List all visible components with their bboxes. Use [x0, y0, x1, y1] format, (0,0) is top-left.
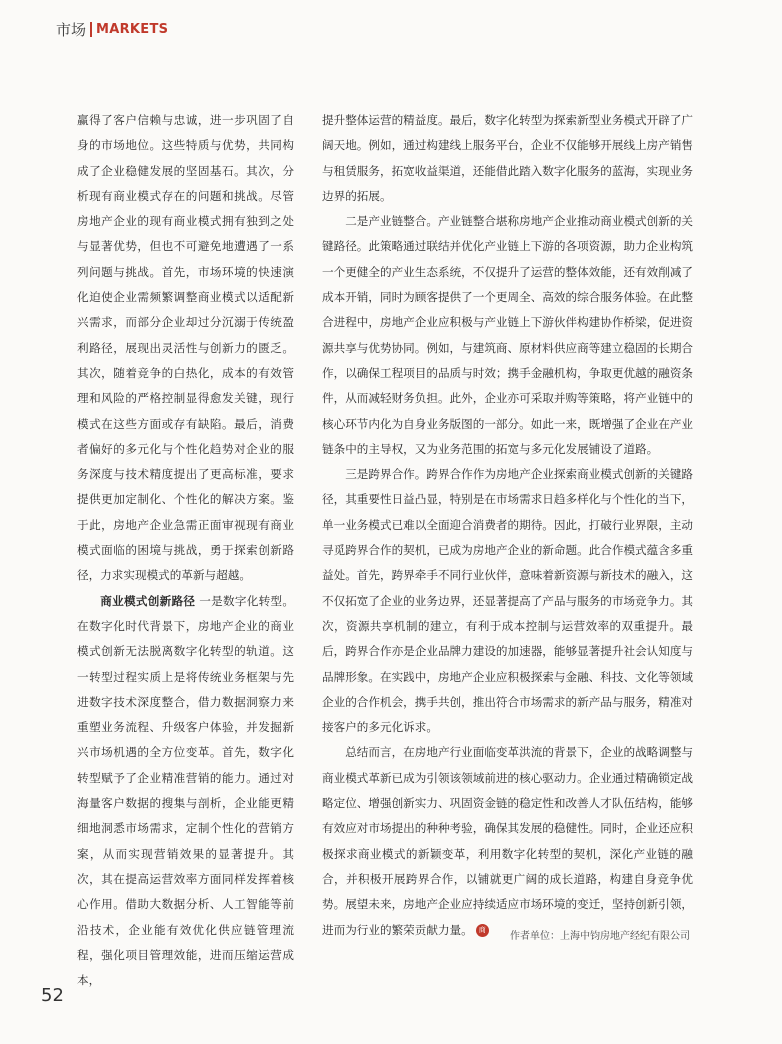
right-paragraph-2: 二是产业链整合。产业链整合堪称房地产企业推动商业模式创新的关键路径。此策略通过联结并优化产业链上下游的各项资源，助力企业构筑一个更健全的产业生态系统，不仅提升了运营的整体效能，还有效削减了成本开销，同时为顾客提供了一个更周全、高效的综合服务体验。在此整合进程中，房地产企业应积极与产业链上下游伙伴构建协作桥梁，促进资源共享与优势协同。例如，与建筑商、原材料供应商等建立稳固的长期合作，以确保工程项目的品质与时效；携手金融机构，争取更优越的融资条件，从而减轻财务负担。此外，企业亦可采取并购等策略，将产业链中的核心环节内化为自身业务版图的一部分。如此一来，既增强了企业在产业链条中的主导权，又为业务范围的拓宽与多元化发展铺设了道路。	[322, 214, 694, 456]
section-heading: 商业模式创新路径	[100, 593, 196, 608]
right-paragraph-1: 提升整体运营的精益度。最后，数字化转型为探索新型业务模式开辟了广阔天地。例如，通过构建线上服务平台，企业不仅能够开展线上房产销售与租赁服务，拓宽收益渠道，还能借此踏入数字化服务的蓝海，实现业务边界的拓展。	[322, 113, 694, 203]
section-title-en: MARKETS	[96, 22, 169, 37]
section-header	[56, 19, 168, 40]
right-paragraph-4	[322, 740, 693, 942]
left-paragraph-2-body: 一是数字化转型。在数字化时代背景下，房地产企业的商业模式创新无法脱离数字化转型的轨道。这一转型过程实质上是将传统业务框架与先进数字技术深度整合，借力数据洞察力来重塑业务流程、升级客户体验，并发掘新兴市场机遇的全方位变革。首先，数字化转型赋予了企业精准营销的能力。通过对海量客户数据的搜集与剖析，企业能更精细地洞悉市场需求，定制个性化的营销方案，从而实现营销效果的显著提升。其次，其在提高运营效率方面同样发挥着核心作用。借助大数据分析、人工智能等前沿技术，企业能有效优化供应链管理流程，强化项目管理效能，进而压缩运营成本，	[77, 593, 294, 988]
section-title-zh: 市场	[56, 21, 87, 39]
left-paragraph-2	[77, 589, 294, 994]
right-column	[322, 108, 693, 943]
left-paragraph-1: 赢得了客户信赖与忠诚，进一步巩固了自身的市场地位。这些特质与优势，共同构成了企业稳健发展的坚固基石。其次，分析现有商业模式存在的问题和挑战。尽管房地产企业的现有商业模式拥有独到之处与显著优势，但也不可避免地遭遇了一系列问题与挑战。首先，市场环境的快速演化迫使企业需频繁调整商业模式以适配新兴需求，而部分企业却过分沉溺于传统盈利路径，展现出灵活性与创新力的匮乏。其次，随着竞争的白热化，成本的有效管理和风险的严格控制显得愈发关键，现行模式在这些方面或存有缺陷。最后，消费者偏好的多元化与个性化趋势对企业的服务深度与技术精度提出了更高标准，要求提供更加定制化、个性化的解决方案。鉴于此，房地产企业急需正面审视现有商业模式面临的困境与挑战，勇于探索创新路径，力求实现模式的革新与超越。	[77, 113, 294, 583]
left-column	[77, 108, 294, 993]
end-mark-icon: 商	[476, 924, 489, 937]
right-paragraph-3: 三是跨界合作。跨界合作作为房地产企业探索商业模式创新的关键路径，其重要性日益凸显，特别是在市场需求日趋多样化与个性化的当下，单一业务模式已难以全面迎合消费者的期待。因此，打破行业界限，主动寻觅跨界合作的契机，已成为房地产企业的新命题。此合作模式蕴含多重益处。首先，跨界牵手不同行业伙伴，意味着新资源与新技术的融入，这不仅拓宽了企业的业务边界，还显著提高了产品与服务的市场竞争力。其次，资源共享机制的建立，有利于成本控制与运营效率的双重提升。最后，跨界合作亦是企业品牌力建设的加速器，能够显著提升社会认知度与品牌形象。在实践中，房地产企业应积极探索与金融、科技、文化等领域企业的合作机会，携手共创，推出符合市场需求的新产品与服务，精准对接客户的多元化诉求。	[322, 467, 694, 735]
header-divider	[90, 22, 92, 37]
author-affiliation: 作者单位：上海中钧房地产经纪有限公司	[510, 931, 690, 942]
conclusion-text: 总结而言，在房地产行业面临变革洪流的背景下，企业的战略调整与商业模式革新已成为引领该领域前进的核心驱动力。企业通过精确锁定战略定位、增强创新实力、巩固资金链的稳定性和改善人才队伍结构，能够有效应对市场提出的种种考验，确保其发展的稳健性。同时，企业还应积极探求商业模式的新颖变革，利用数字化转型的契机，深化产业链的融合，并积极开展跨界合作，以铺就更广阔的成长道路，构建自身竞争优势。展望未来，房地产企业应持续适应市场环境的变迁，坚持创新引领，进而为行业的繁荣贡献力量。	[322, 745, 694, 937]
page-number: 52	[41, 985, 64, 1006]
